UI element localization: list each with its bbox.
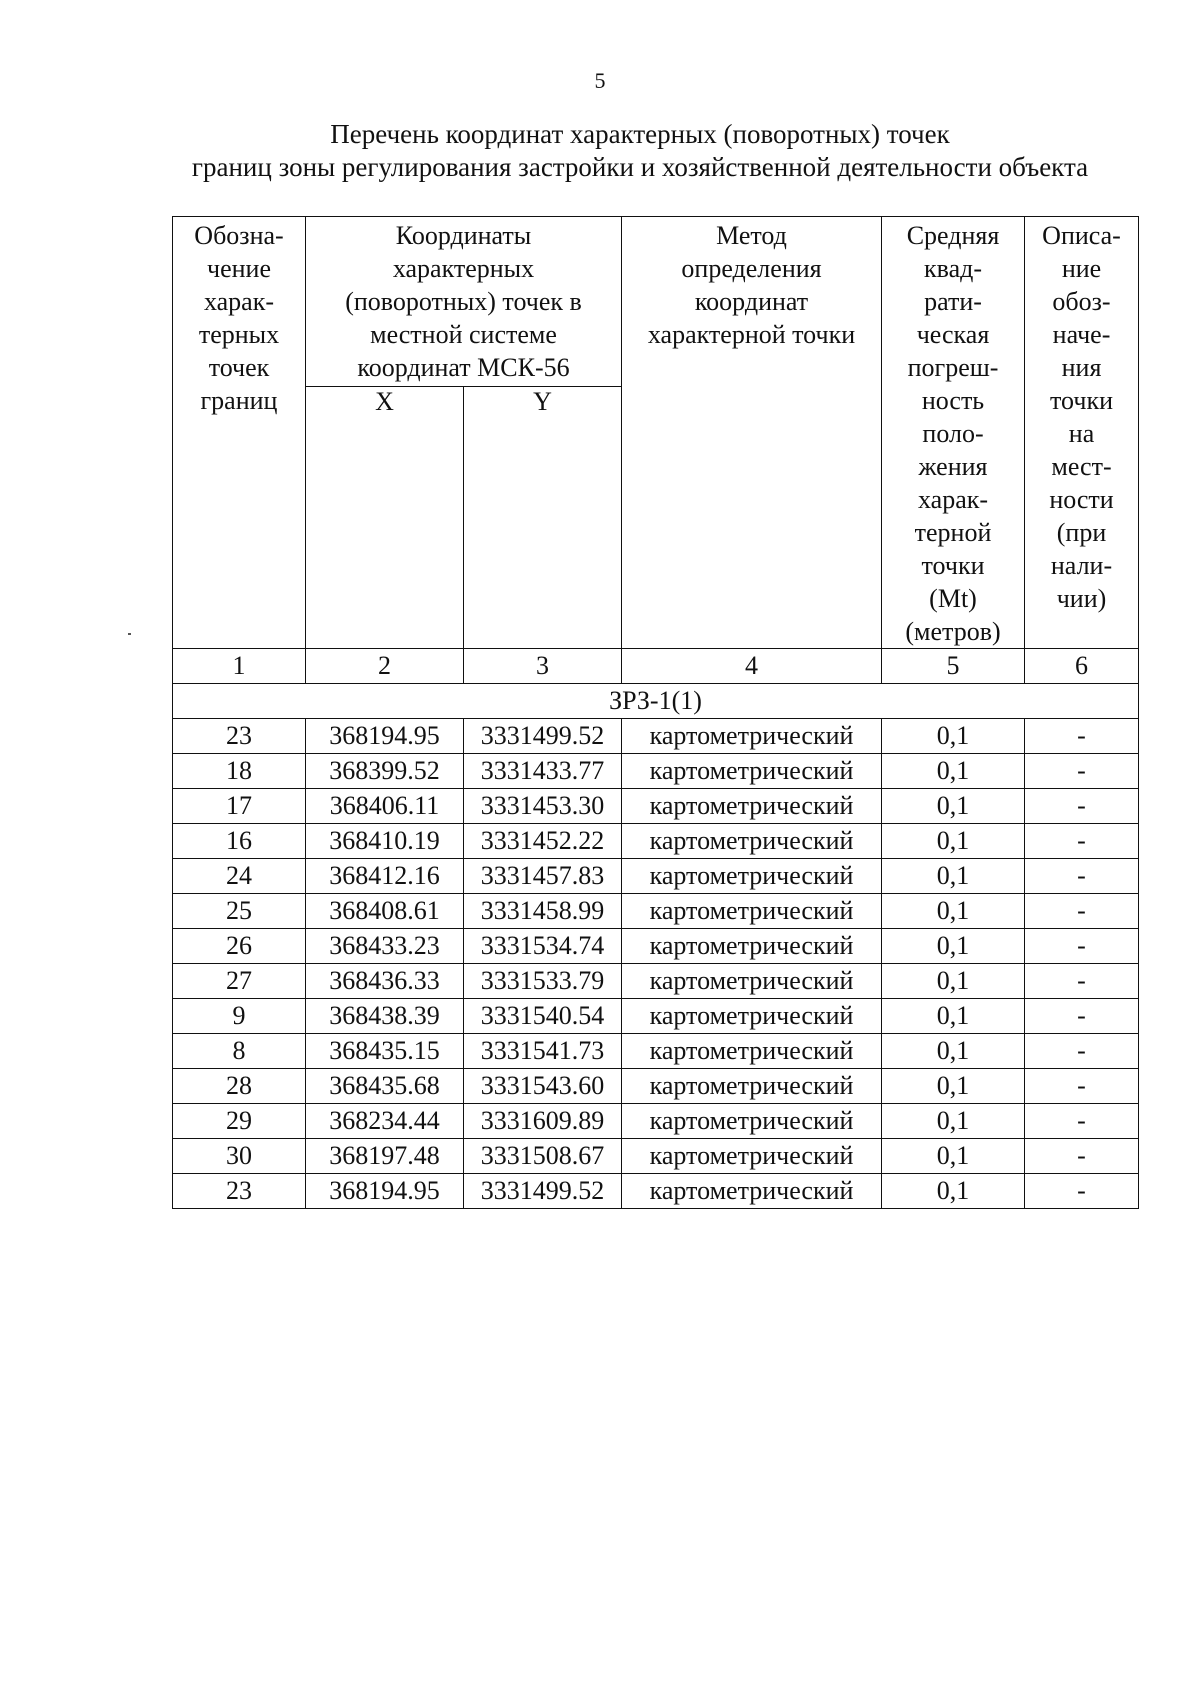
- cell-x: 368412.16: [306, 859, 464, 894]
- cell-point: 26: [173, 929, 306, 964]
- cell-point: 8: [173, 1034, 306, 1069]
- cell-description: -: [1025, 754, 1139, 789]
- cell-method: картометрический: [622, 789, 882, 824]
- cell-description: -: [1025, 1104, 1139, 1139]
- cell-y: 3331453.30: [464, 789, 622, 824]
- cell-x: 368433.23: [306, 929, 464, 964]
- zone-label: ЗРЗ-1(1): [173, 684, 1139, 719]
- table-row: [173, 1034, 1139, 1069]
- cell-x: 368399.52: [306, 754, 464, 789]
- cell-mt: 0,1: [882, 894, 1025, 929]
- header-description: Описа- ние обоз- наче- ния точки на мест- ности (при нали- чии): [1025, 217, 1139, 649]
- coordinates-table: [172, 216, 1139, 1209]
- header-method: Метод определения координат характерной точки: [622, 217, 882, 649]
- header-y: Y: [464, 387, 622, 649]
- column-number: 1: [173, 649, 306, 684]
- cell-method: картометрический: [622, 964, 882, 999]
- cell-method: картометрический: [622, 859, 882, 894]
- table-row: [173, 719, 1139, 754]
- cell-y: 3331499.52: [464, 1174, 622, 1209]
- zone-row: [173, 684, 1139, 719]
- cell-method: картометрический: [622, 999, 882, 1034]
- cell-method: картометрический: [622, 929, 882, 964]
- document-title: [140, 118, 1140, 184]
- cell-mt: 0,1: [882, 824, 1025, 859]
- column-number: 5: [882, 649, 1025, 684]
- cell-y: 3331458.99: [464, 894, 622, 929]
- cell-mt: 0,1: [882, 964, 1025, 999]
- cell-point: 27: [173, 964, 306, 999]
- cell-y: 3331543.60: [464, 1069, 622, 1104]
- cell-x: 368197.48: [306, 1139, 464, 1174]
- cell-mt: 0,1: [882, 754, 1025, 789]
- cell-point: 24: [173, 859, 306, 894]
- cell-method: картометрический: [622, 1034, 882, 1069]
- table-row: [173, 929, 1139, 964]
- cell-point: 28: [173, 1069, 306, 1104]
- title-line-1: Перечень координат характерных (поворотных) точек: [330, 119, 950, 149]
- cell-point: 18: [173, 754, 306, 789]
- cell-mt: 0,1: [882, 1104, 1025, 1139]
- cell-description: -: [1025, 824, 1139, 859]
- cell-method: картометрический: [622, 824, 882, 859]
- cell-x: 368194.95: [306, 1174, 464, 1209]
- cell-y: 3331534.74: [464, 929, 622, 964]
- cell-point: 29: [173, 1104, 306, 1139]
- cell-mt: 0,1: [882, 929, 1025, 964]
- cell-point: 23: [173, 719, 306, 754]
- cell-x: 368435.68: [306, 1069, 464, 1104]
- table-row: [173, 964, 1139, 999]
- cell-mt: 0,1: [882, 1139, 1025, 1174]
- cell-method: картометрический: [622, 1174, 882, 1209]
- cell-description: -: [1025, 964, 1139, 999]
- cell-description: -: [1025, 789, 1139, 824]
- cell-mt: 0,1: [882, 859, 1025, 894]
- cell-y: 3331540.54: [464, 999, 622, 1034]
- column-number-row: [173, 649, 1139, 684]
- cell-description: -: [1025, 929, 1139, 964]
- table-row: [173, 894, 1139, 929]
- table-row: [173, 859, 1139, 894]
- cell-y: 3331433.77: [464, 754, 622, 789]
- title-line-2: границ зоны регулирования застройки и хозяйственной деятельности объекта: [191, 152, 1089, 182]
- cell-mt: 0,1: [882, 1034, 1025, 1069]
- cell-y: 3331609.89: [464, 1104, 622, 1139]
- page-number: 5: [594, 68, 606, 93]
- scan-speck: [128, 633, 131, 635]
- cell-method: картометрический: [622, 1139, 882, 1174]
- cell-mt: 0,1: [882, 1069, 1025, 1104]
- column-number: 6: [1025, 649, 1139, 684]
- cell-description: -: [1025, 999, 1139, 1034]
- cell-method: картометрический: [622, 1104, 882, 1139]
- cell-description: -: [1025, 859, 1139, 894]
- cell-description: -: [1025, 1069, 1139, 1104]
- cell-description: -: [1025, 1139, 1139, 1174]
- table-row: [173, 789, 1139, 824]
- cell-point: 16: [173, 824, 306, 859]
- cell-x: 368194.95: [306, 719, 464, 754]
- table-row: [173, 1069, 1139, 1104]
- cell-x: 368435.15: [306, 1034, 464, 1069]
- cell-point: 23: [173, 1174, 306, 1209]
- cell-point: 25: [173, 894, 306, 929]
- cell-mt: 0,1: [882, 719, 1025, 754]
- cell-method: картометрический: [622, 894, 882, 929]
- cell-x: 368406.11: [306, 789, 464, 824]
- cell-y: 3331499.52: [464, 719, 622, 754]
- table-row: [173, 1174, 1139, 1209]
- table-body: [173, 684, 1139, 1209]
- cell-x: 368408.61: [306, 894, 464, 929]
- cell-mt: 0,1: [882, 789, 1025, 824]
- cell-description: -: [1025, 719, 1139, 754]
- table-row: [173, 999, 1139, 1034]
- cell-method: картометрический: [622, 1069, 882, 1104]
- cell-mt: 0,1: [882, 1174, 1025, 1209]
- cell-point: 9: [173, 999, 306, 1034]
- table-row: [173, 754, 1139, 789]
- column-number: 3: [464, 649, 622, 684]
- cell-x: 368438.39: [306, 999, 464, 1034]
- table-row: [173, 1104, 1139, 1139]
- column-number: 4: [622, 649, 882, 684]
- cell-mt: 0,1: [882, 999, 1025, 1034]
- cell-method: картометрический: [622, 754, 882, 789]
- cell-y: 3331452.22: [464, 824, 622, 859]
- table-row: [173, 1139, 1139, 1174]
- cell-point: 30: [173, 1139, 306, 1174]
- cell-method: картометрический: [622, 719, 882, 754]
- cell-description: -: [1025, 1034, 1139, 1069]
- cell-x: 368410.19: [306, 824, 464, 859]
- cell-x: 368436.33: [306, 964, 464, 999]
- column-number: 2: [306, 649, 464, 684]
- table-header: [173, 217, 1139, 684]
- table-row: [173, 824, 1139, 859]
- cell-x: 368234.44: [306, 1104, 464, 1139]
- cell-y: 3331508.67: [464, 1139, 622, 1174]
- cell-description: -: [1025, 894, 1139, 929]
- header-mean-square-error: Средняя квад- рати- ческая погреш- ность поло- жения харак- терной точки (Mt) (метров): [882, 217, 1025, 649]
- cell-y: 3331541.73: [464, 1034, 622, 1069]
- cell-point: 17: [173, 789, 306, 824]
- cell-y: 3331533.79: [464, 964, 622, 999]
- cell-y: 3331457.83: [464, 859, 622, 894]
- header-x: X: [306, 387, 464, 649]
- cell-description: -: [1025, 1174, 1139, 1209]
- header-point-designation: Обозна- чение харак- терных точек границ: [173, 217, 306, 649]
- header-coordinates: Координаты характерных (поворотных) точек в местной системе координат МСК-56: [306, 217, 622, 387]
